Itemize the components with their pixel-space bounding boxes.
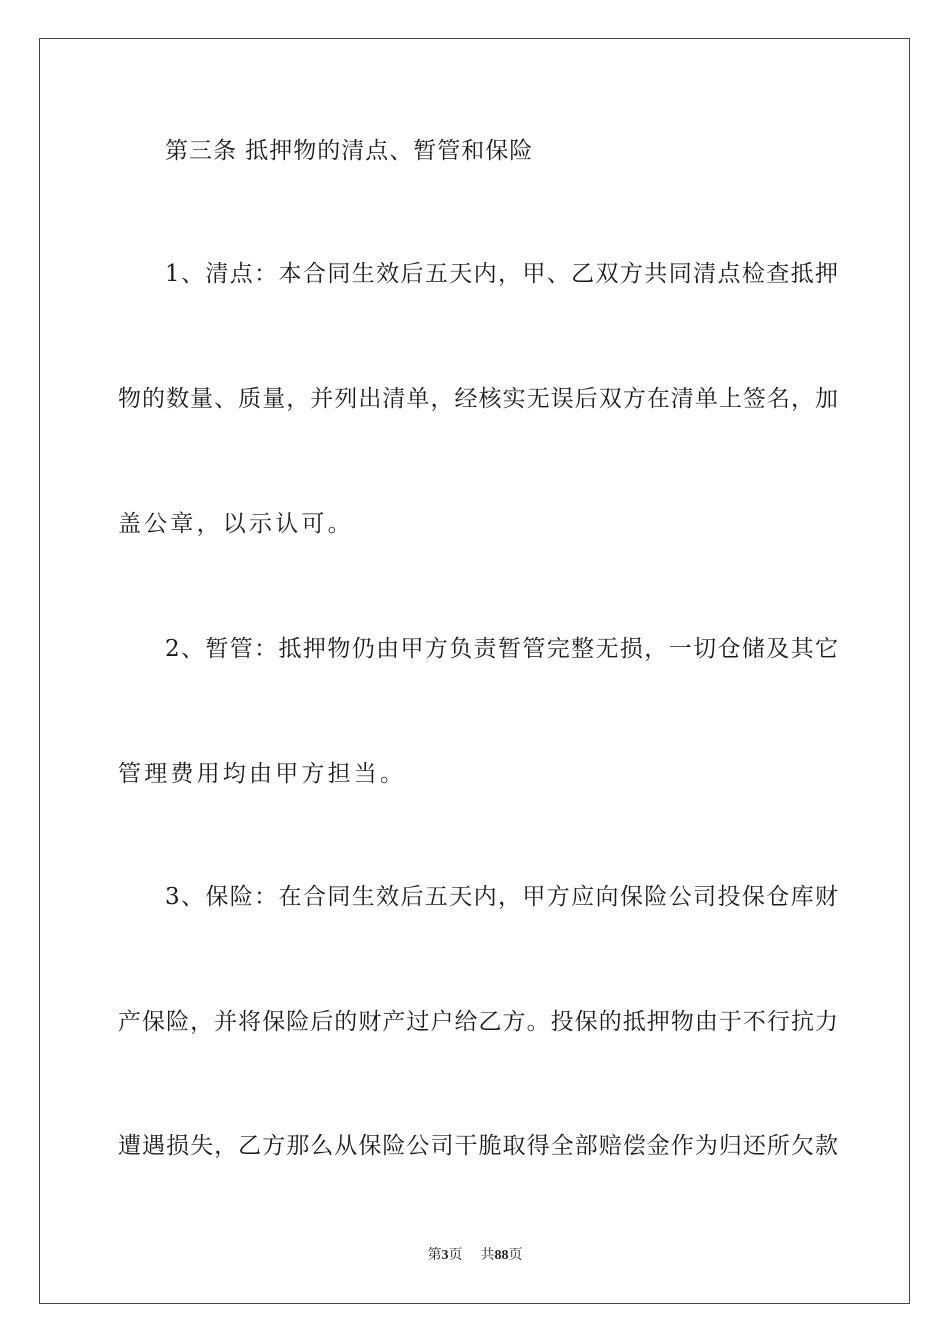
paragraph-2-line-1: 2、暂管：抵押物仍由甲方负责暂管完整无损，一切仓储及其它 [165,636,838,662]
total-prefix: 共 [480,1248,495,1263]
total-suffix: 页 [508,1248,523,1263]
page-prefix: 第 [427,1248,442,1263]
paragraph-3-line-3: 遭遇损失，乙方那么从保险公司干脆取得全部赔偿金作为归还所欠款 [118,1133,838,1159]
paragraph-1-line-3: 盖公章，以示认可。 [118,511,354,537]
paragraph-1-line-1: 1、清点：本合同生效后五天内，甲、乙双方共同清点检查抵押 [165,261,838,287]
page-border [39,38,910,1304]
section-heading: 第三条 抵押物的清点、暂管和保险 [165,138,534,164]
page-suffix: 页 [448,1248,463,1263]
total-pages: 88 [494,1248,509,1263]
paragraph-1-line-2: 物的数量、质量，并列出清单，经核实无误后双方在清单上签名，加 [118,386,838,412]
page-footer [0,1247,950,1265]
paragraph-3-line-2: 产保险，并将保险后的财产过户给乙方。投保的抵押物由于不行抗力 [118,1009,838,1035]
paragraph-2-line-2: 管理费用均由甲方担当。 [118,761,407,787]
page-number: 3 [441,1248,449,1263]
paragraph-3-line-1: 3、保险：在合同生效后五天内，甲方应向保险公司投保仓库财 [165,884,838,910]
